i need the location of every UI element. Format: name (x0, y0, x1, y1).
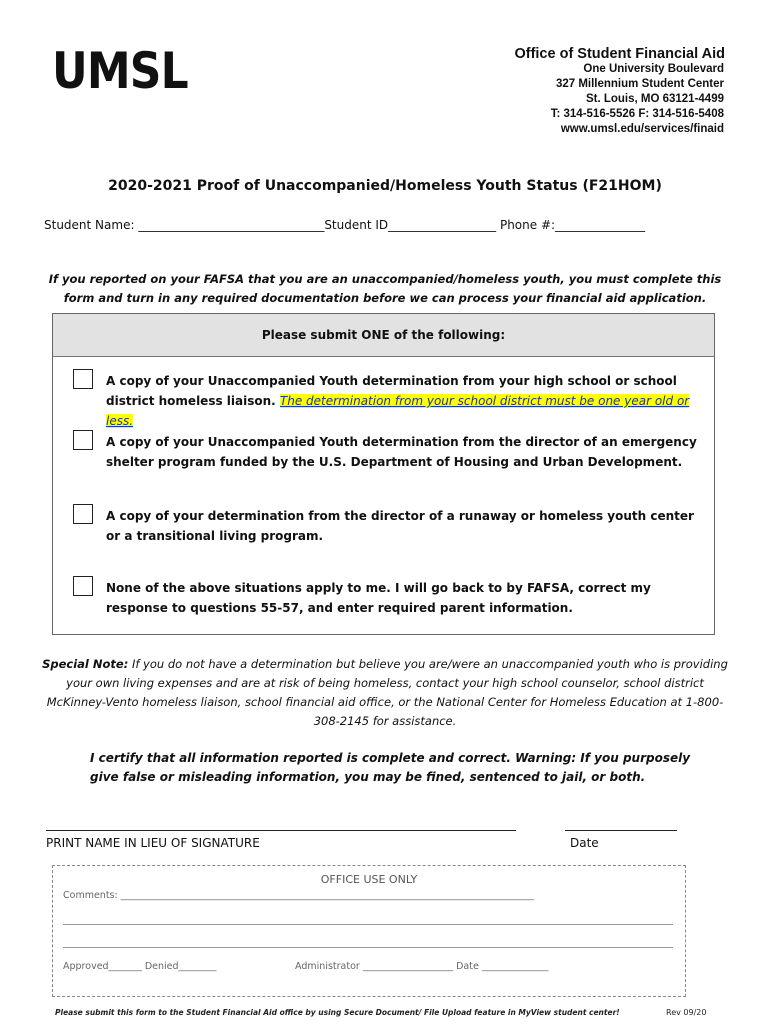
office-address-block (514, 46, 725, 137)
option-checkbox[interactable] (73, 504, 93, 524)
date-line[interactable] (565, 830, 677, 831)
option-text: A copy of your determination from the director of a runaway or homeless youth center or a transitional living program. (106, 509, 694, 543)
option-text: A copy of your Unaccompanied Youth determination from the director of an emergency shelter program funded by the U.S. Department of Housing and Urban Development. (106, 435, 697, 469)
address-line-city: St. Louis, MO 63121-4499 (585, 93, 724, 105)
highlighted-requirement: The determination from your school district must be one year old or less. (106, 394, 690, 428)
intro-text: If you reported on your FAFSA that you are an unaccompanied/homeless youth, you must complete this form and turn in any required documentation before we can process your financial aid application. (48, 272, 722, 305)
option-checkbox[interactable] (73, 369, 93, 389)
address-line-street: One University Boulevard (583, 63, 724, 75)
address-line-building: 327 Millennium Student Center (555, 78, 724, 90)
address-line-website: www.umsl.edu/services/finaid (560, 123, 724, 135)
approval-line: Approved_______ Denied________ Administrator ___________________ Date ______________ (63, 961, 549, 972)
option-checkbox[interactable] (73, 430, 93, 450)
footer-note: Please submit this form to the Student Financial Aid office by using Secure Document/ File Upload feature in MyView student center! (55, 1008, 620, 1017)
options-box (52, 313, 715, 635)
office-title: Office of Student Financial Aid (514, 46, 725, 62)
special-note-text: If you do not have a determination but believe you are/were an unaccompanied youth who is providing your own living expenses and are at risk of being homeless, contact your high school counselor, school district McKinney-Vento homeless liaison, school financial aid office, or the National Center for Homeless Education at 1-800-308-2145 for assistance. (46, 657, 728, 728)
special-note (40, 655, 730, 731)
options-heading: Please submit ONE of the following: (53, 314, 714, 357)
signature-line[interactable] (46, 830, 516, 831)
option-text: None of the above situations apply to me. I will go back to by FAFSA, correct my response to questions 55-57, and enter required parent information. (106, 581, 651, 615)
form-title: 2020-2021 Proof of Unaccompanied/Homeless Youth Status (F21HOM) (108, 178, 662, 194)
certification-statement: I certify that all information reported is complete and correct. Warning: If you purposely give false or misleading information, you may be fined, sentenced to jail, or both. (90, 751, 691, 784)
print-name-label: PRINT NAME IN LIEU OF SIGNATURE (46, 836, 260, 850)
revision-label: Rev 09/20 (666, 1008, 707, 1017)
umsl-logo: UMSL (52, 42, 188, 100)
comments-rule (63, 924, 673, 925)
option-text: A copy of your Unaccompanied Youth determination from your high school or school district homeless liaison. (106, 374, 677, 408)
office-use-title: OFFICE USE ONLY (320, 873, 418, 886)
special-note-label: Special Note: (42, 657, 129, 671)
address-line-phone: T: 314-516-5526 F: 314-516-5408 (550, 108, 724, 120)
option-checkbox[interactable] (73, 576, 93, 596)
office-use-box (52, 865, 686, 997)
comments-line: Comments: _______________________________________________________________________________________ (63, 890, 534, 901)
comments-rule (63, 947, 673, 948)
student-info-line[interactable]: Student Name: _______________________________Student ID__________________ Phone #:_______________ (44, 218, 646, 232)
date-label: Date (570, 836, 599, 850)
